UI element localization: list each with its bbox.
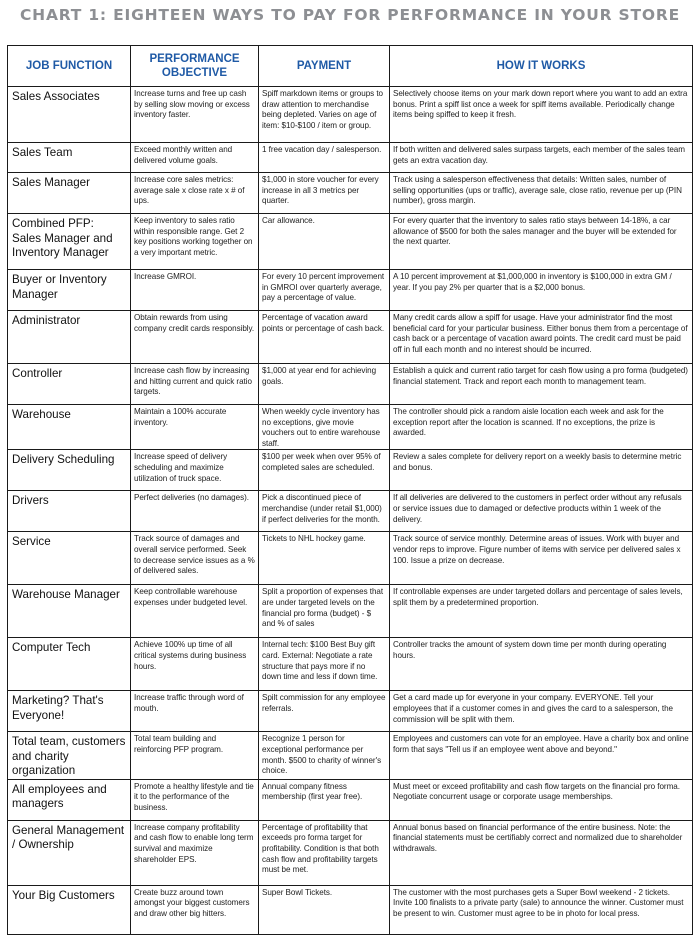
how-it-works-cell: If all deliveries are delivered to the customers in perfect order without any refusals or service issues due to damaged or defective products within 1 week of the delivery.: [390, 491, 693, 532]
table-row: [8, 779, 693, 820]
table-row: [8, 638, 693, 691]
how-it-works-cell: The controller should pick a random aisle location each week and ask for the exception report after the location is scanned. If no exceptions, the prize is awarded.: [390, 405, 693, 450]
header-job-function: JOB FUNCTION: [8, 46, 131, 87]
objective-cell: Perfect deliveries (no damages).: [131, 491, 259, 532]
table-row: [8, 885, 693, 934]
payment-cell: 1 free vacation day / salesperson.: [259, 143, 390, 173]
header-row: [8, 46, 693, 87]
header-payment: PAYMENT: [259, 46, 390, 87]
job-function-cell: Warehouse Manager: [8, 585, 131, 638]
how-it-works-cell: If controllable expenses are under targeted dollars and percentage of sales levels, split them by a predetermined proportion.: [390, 585, 693, 638]
how-it-works-cell: Get a card made up for everyone in your company. EVERYONE. Tell your employees that if a customer comes in and gives the card to a salesperson, the commission will be split with them.: [390, 691, 693, 732]
payment-cell: Percentage of profitability that exceeds pro forma target for profitability. Condition is that both cash flow and profitability targets must be met.: [259, 820, 390, 885]
payment-cell: $1,000 in store voucher for every increase in all 3 metrics per quarter.: [259, 173, 390, 214]
payment-cell: Pick a discontinued piece of merchandise (under retail $1,000) if perfect deliveries for the month.: [259, 491, 390, 532]
payment-cell: Annual company fitness membership (first year free).: [259, 779, 390, 820]
job-function-cell: Administrator: [8, 311, 131, 364]
payment-cell: Car allowance.: [259, 214, 390, 270]
objective-cell: Increase speed of delivery scheduling and maximize utilization of truck space.: [131, 450, 259, 491]
how-it-works-cell: Selectively choose items on your mark down report where you want to add an extra bonus. Print a spiff list once a week for spiff items available. Periodically change items being spiffed to keep it fresh.: [390, 87, 693, 143]
how-it-works-cell: Must meet or exceed profitability and cash flow targets on the financial pro forma. Negotiate concurrent usage or corporate usage memberships.: [390, 779, 693, 820]
job-function-cell: All employees and managers: [8, 779, 131, 820]
job-function-cell: Total team, customers and charity organization: [8, 732, 131, 780]
objective-cell: Increase cash flow by increasing and hitting current and quick ratio targets.: [131, 364, 259, 405]
table-row: [8, 732, 693, 780]
table-row: [8, 311, 693, 364]
payment-cell: When weekly cycle inventory has no exceptions, give movie vouchers out to entire warehouse staff.: [259, 405, 390, 450]
table-row: [8, 585, 693, 638]
objective-cell: Obtain rewards from using company credit cards responsibly.: [131, 311, 259, 364]
payment-cell: For every 10 percent improvement in GMROI over quarterly average, pay a percentage of value.: [259, 270, 390, 311]
objective-cell: Create buzz around town amongst your biggest customers and draw other big hitters.: [131, 885, 259, 934]
table-row: [8, 820, 693, 885]
objective-cell: Exceed monthly written and delivered volume goals.: [131, 143, 259, 173]
table-row: [8, 87, 693, 143]
objective-cell: Keep controllable warehouse expenses under budgeted level.: [131, 585, 259, 638]
objective-cell: Increase core sales metrics: average sale x close rate x # of ups.: [131, 173, 259, 214]
table-row: [8, 532, 693, 585]
payment-cell: Percentage of vacation award points or percentage of cash back.: [259, 311, 390, 364]
objective-cell: Track source of damages and overall service performed. Seek to decrease service issues as a % of delivered sales.: [131, 532, 259, 585]
table-row: [8, 173, 693, 214]
job-function-cell: General Management / Ownership: [8, 820, 131, 885]
payment-cell: $100 per week when over 95% of completed sales are scheduled.: [259, 450, 390, 491]
job-function-cell: Marketing? That's Everyone!: [8, 691, 131, 732]
table-row: [8, 405, 693, 450]
how-it-works-cell: Review a sales complete for delivery report on a weekly basis to determine metric and bonus.: [390, 450, 693, 491]
payment-cell: Internal tech: $100 Best Buy gift card. External: Negotiate a rate structure that pays more if no down time and less if down time.: [259, 638, 390, 691]
payment-cell: Spilt commission for any employee referrals.: [259, 691, 390, 732]
job-function-cell: Computer Tech: [8, 638, 131, 691]
job-function-cell: Your Big Customers: [8, 885, 131, 934]
objective-cell: Total team building and reinforcing PFP program.: [131, 732, 259, 780]
job-function-cell: Combined PFP: Sales Manager and Inventory Manager: [8, 214, 131, 270]
payment-cell: Recognize 1 person for exceptional performance per month. $500 to charity of winner's choice.: [259, 732, 390, 780]
payment-cell: $1,000 at year end for achieving goals.: [259, 364, 390, 405]
job-function-cell: Sales Manager: [8, 173, 131, 214]
how-it-works-cell: Track source of service monthly. Determine areas of issues. Work with buyer and vendor reps to improve. Figure number of items with service per delivered sales x 100. Issue a prize on decrease.: [390, 532, 693, 585]
payment-cell: Super Bowl Tickets.: [259, 885, 390, 934]
objective-cell: Increase GMROI.: [131, 270, 259, 311]
objective-cell: Maintain a 100% accurate inventory.: [131, 405, 259, 450]
header-how-it-works: HOW IT WORKS: [390, 46, 693, 87]
how-it-works-cell: Annual bonus based on financial performance of the entire business. Note: the financial statements must be certifiably correct and normalized due to shareholder withdrawals.: [390, 820, 693, 885]
table-row: [8, 691, 693, 732]
pay-for-performance-table: [7, 45, 693, 935]
header-performance-objective: PERFORMANCE OBJECTIVE: [131, 46, 259, 87]
payment-cell: Tickets to NHL hockey game.: [259, 532, 390, 585]
objective-cell: Achieve 100% up time of all critical systems during business hours.: [131, 638, 259, 691]
payment-cell: Split a proportion of expenses that are under targeted levels on the financial pro forma (budget) - $ and % of sales: [259, 585, 390, 638]
how-it-works-cell: Many credit cards allow a spiff for usage. Have your administrator find the most beneficial card for your particular business. Either bonus them from a percentage of cash back or a percentage of vacation award points. The credit card must be paid off in full each month and no interest should be incurred.: [390, 311, 693, 364]
how-it-works-cell: For every quarter that the inventory to sales ratio stays between 14-18%, a car allowance of $500 for both the sales manager and the buyer will be extended for the next quarter.: [390, 214, 693, 270]
job-function-cell: Service: [8, 532, 131, 585]
chart-title: CHART 1: EIGHTEEN WAYS TO PAY FOR PERFORMANCE IN YOUR STORE: [20, 6, 680, 24]
job-function-cell: Delivery Scheduling: [8, 450, 131, 491]
job-function-cell: Buyer or Inventory Manager: [8, 270, 131, 311]
job-function-cell: Warehouse: [8, 405, 131, 450]
job-function-cell: Controller: [8, 364, 131, 405]
table-row: [8, 491, 693, 532]
how-it-works-cell: Establish a quick and current ratio target for cash flow using a pro forma (budgeted) financial statement. Track and report each month to management team.: [390, 364, 693, 405]
objective-cell: Increase company profitability and cash flow to enable long term survival and maximize shareholder EPS.: [131, 820, 259, 885]
table-row: [8, 270, 693, 311]
table-row: [8, 364, 693, 405]
how-it-works-cell: Controller tracks the amount of system down time per month during operating hours.: [390, 638, 693, 691]
job-function-cell: Sales Associates: [8, 87, 131, 143]
table-row: [8, 143, 693, 173]
how-it-works-cell: Employees and customers can vote for an employee. Have a charity box and online form that says "Tell us if an employee went above and beyond.": [390, 732, 693, 780]
objective-cell: Increase turns and free up cash by selling slow moving or excess inventory faster.: [131, 87, 259, 143]
how-it-works-cell: Track using a salesperson effectiveness that details: Written sales, number of selling opportunities (ups or traffic), average sale, close ratio, revenue per up (PIN number), gross margin.: [390, 173, 693, 214]
objective-cell: Promote a healthy lifestyle and tie it to the performance of the business.: [131, 779, 259, 820]
objective-cell: Keep inventory to sales ratio within responsible range. Get 2 key positions working together on a very important metric.: [131, 214, 259, 270]
job-function-cell: Drivers: [8, 491, 131, 532]
payment-cell: Spiff markdown items or groups to draw attention to merchandise being depleted. Varies on age of item: $10-$100 / item or group.: [259, 87, 390, 143]
how-it-works-cell: The customer with the most purchases gets a Super Bowl weekend - 2 tickets. Invite 100 finalists to a private party (sale) to announce the winner. Customer must be present to win. Customer must agree to be in photo for local press.: [390, 885, 693, 934]
table-row: [8, 214, 693, 270]
table-row: [8, 450, 693, 491]
how-it-works-cell: A 10 percent improvement at $1,000,000 in inventory is $100,000 in extra GM / year. If you pay 2% per quarter that is a $2,000 bonus.: [390, 270, 693, 311]
job-function-cell: Sales Team: [8, 143, 131, 173]
objective-cell: Increase traffic through word of mouth.: [131, 691, 259, 732]
how-it-works-cell: If both written and delivered sales surpass targets, each member of the sales team gets an extra vacation day.: [390, 143, 693, 173]
